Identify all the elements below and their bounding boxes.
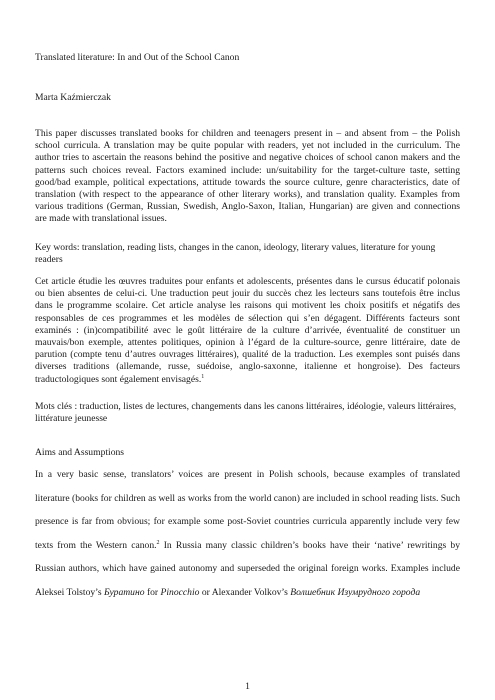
work-title: Pinocchio: [160, 586, 200, 598]
author-name: Marta Kaźmierczak: [35, 92, 111, 103]
abstract-french-text: Cet article étudie les œuvres traduites pour enfants et adolescents, présentes dans le cursus éducatif polonais ou bien absentes de celui-ci. Une traduction peut jouir du succès chez les lecteurs sans toutefois être inclus dans le programme scolaire. Cet article analyse les raisons qui motivent les choix positifs et négatifs des responsables de ces programmes et les modèles de sélection qui s’en dégagent. Différents facteurs sont examinés : (in)compatibilité avec le goût littéraire de la culture d’arrivée, éventualité de constituer un mauvais/bon exemple, attentes politiques, opinion à l’égard de la culture-source, genre littéraire, date de parution (compte tenu d’autres ouvrages littéraires), qualité de la traduction. Les exemples sont puisés dans diverses traditions (allemande, russe, suédoise, anglo-saxonne, italienne et hongroise). Des facteurs traductologiques sont également envisagés.: [35, 276, 460, 385]
footnote-marker: 2: [156, 539, 160, 546]
abstract-english: This paper discusses translated books for children and teenagers present in – and absent from – the Polish school curricula. A translation may be quite popular with readers, yet not included in the curriculum. The author tries to ascertain the reasons behind the positive and negative choices of school canon makers and the patterns such choices reveal. Factors examined include: un/suitability for the target-culture taste, setting good/bad example, political expectations, attitude towards the source culture, genre characteristics, date of translation (with respect to the appearance of other literary works), and translation quality. Examples from various traditions (German, Russian, Swedish, Anglo-Saxon, Italian, Hungarian) are given and connections are made with translational issues.: [35, 128, 460, 225]
body-text-2: In Russia many classic children’s books have their ‘native’ rewritings by Russian authors, which have gained autonomy and superseded the original foreign works. Examples include Aleksei Tolstoy’s: [35, 539, 460, 598]
section-heading: Aims and Assumptions: [35, 447, 125, 458]
paper-title: Translated literature: In and Out of the School Canon: [35, 52, 240, 63]
keywords-french: Mots clés : traduction, listes de lectures, changements dans les canons littéraires, idéologie, valeurs littéraires, littérature jeunesse: [35, 401, 457, 425]
body-paragraph: [35, 463, 460, 605]
footnote-marker: 1: [201, 373, 205, 380]
body-text-3: for: [144, 586, 161, 598]
abstract-french: [35, 276, 460, 386]
body-text-1: In a very basic sense, translators’ voices are present in Polish schools, because examples of translated literature (books for children as well as works from the world canon) are included in school reading lists. Such presence is far from obvious; for example some post-Soviet countries curricula apparently include very few texts from the Western canon.: [35, 469, 460, 551]
keywords-english: Key words: translation, reading lists, changes in the canon, ideology, literary values, literature for young readers: [35, 242, 436, 266]
work-title: Волшебник Изумрудного города: [290, 586, 421, 598]
page-number: 1: [245, 681, 250, 692]
body-text-4: or Alexander Volkov’s: [199, 586, 291, 598]
work-title: Буратино: [103, 586, 145, 598]
